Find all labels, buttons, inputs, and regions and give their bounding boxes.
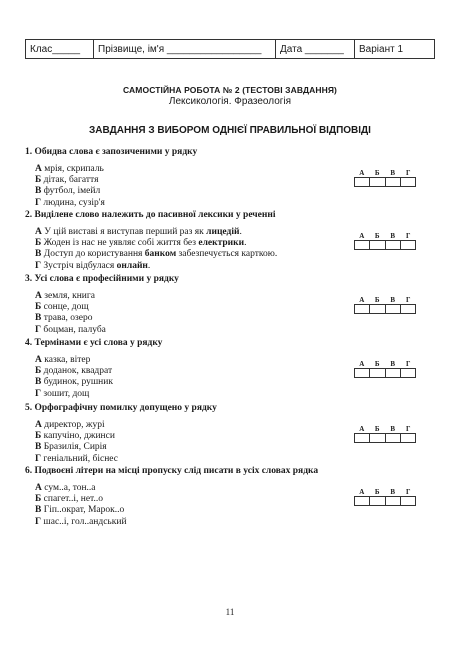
answer-grid: [354, 425, 416, 443]
option-letter: А: [35, 355, 42, 365]
question: [25, 403, 440, 465]
option-letter: В: [35, 186, 42, 197]
answer-option: [35, 454, 440, 465]
answer-box[interactable]: [355, 497, 370, 505]
question-title: [25, 274, 440, 284]
answer-box[interactable]: [401, 305, 415, 313]
answer-letter: А: [359, 360, 365, 368]
option-text: Жоден із нас не уявляє собі життя без: [41, 238, 199, 249]
option-text: боцман, палуба: [41, 324, 106, 335]
answer-letter: Г: [406, 169, 411, 177]
question: [25, 147, 440, 209]
question-number: 3.: [25, 274, 33, 284]
answer-grid-boxes: [354, 368, 416, 378]
answer-option: [35, 505, 440, 516]
section-title: ЗАВДАННЯ З ВИБОРОМ ОДНІЄЇ ПРАВИЛЬНОЇ ВІДПОВІДІ: [89, 125, 371, 136]
answer-letter: Б: [374, 488, 380, 496]
answer-letter: Б: [374, 360, 380, 368]
answer-box[interactable]: [386, 241, 401, 249]
option-letter: А: [35, 420, 42, 430]
answer-letter: В: [390, 232, 396, 240]
question-number: 1.: [25, 147, 33, 157]
answer-box[interactable]: [401, 497, 415, 505]
question: [25, 210, 440, 272]
answer-letter: Б: [374, 169, 380, 177]
question-number: 2.: [25, 210, 33, 220]
variant-label: Варіант 1: [359, 43, 404, 55]
question: [25, 466, 440, 528]
answer-option: [35, 249, 440, 260]
option-letter: Б: [35, 175, 42, 186]
option-highlighted-word: електрики: [198, 238, 245, 249]
answer-option: [35, 442, 440, 453]
question-title: [25, 338, 440, 348]
option-text: трава, озеро: [41, 313, 93, 324]
option-letter: В: [35, 313, 42, 324]
option-letter: Г: [35, 324, 42, 335]
class-field[interactable]: Клас_____: [26, 40, 94, 58]
option-text-end: .: [244, 238, 247, 249]
answer-letter: А: [359, 169, 365, 177]
answer-box[interactable]: [401, 241, 415, 249]
answer-grid-letters: [354, 169, 416, 177]
option-text: футбол, імейл: [41, 186, 101, 197]
option-text: Бразилія, Сирія: [41, 442, 107, 453]
answer-grid: [354, 169, 416, 187]
answer-grid-letters: [354, 488, 416, 496]
work-subtitle: Лексикологія. Фразеологія: [168, 96, 292, 107]
option-text: зошит, дощ: [41, 388, 90, 399]
option-highlighted-word: лицедій: [206, 227, 240, 237]
option-text: геніальний, біснес: [41, 453, 118, 464]
answer-box[interactable]: [355, 305, 370, 313]
answer-grid-boxes: [354, 433, 416, 443]
answer-grid-letters: [354, 425, 416, 433]
answer-letter: В: [390, 296, 396, 304]
answer-box[interactable]: [370, 241, 385, 249]
answer-option: [35, 186, 440, 197]
answer-box[interactable]: [355, 178, 370, 186]
option-text: людина, сузір'я: [41, 197, 105, 208]
question-text: Обидва слова є запозиченими у рядку: [34, 147, 198, 157]
question-text: Подвоєні літери на місці пропуску слід писати в усіх словах рядка: [34, 466, 319, 476]
option-text: Зустріч відбулася: [41, 260, 117, 271]
option-letter: А: [35, 483, 42, 493]
answer-letter: Г: [406, 425, 411, 433]
answer-letter: В: [390, 169, 396, 177]
option-text-end: .: [239, 227, 242, 237]
option-text: казка, вітер: [41, 355, 91, 365]
answer-letter: А: [359, 488, 365, 496]
answer-option: [35, 517, 440, 528]
answer-box[interactable]: [370, 434, 385, 442]
answer-grid-boxes: [354, 304, 416, 314]
answer-option: [35, 198, 440, 209]
question-title: [25, 210, 440, 220]
answer-grid: [354, 488, 416, 506]
answer-box[interactable]: [370, 178, 385, 186]
name-field[interactable]: Прізвище, ім'я _________________: [94, 40, 276, 58]
option-letter: Г: [35, 453, 42, 464]
answer-grid-letters: [354, 232, 416, 240]
option-text: сум..а, тон..а: [41, 483, 96, 493]
answer-letter: В: [390, 488, 396, 496]
option-text: доданок, квадрат: [41, 366, 113, 377]
question-text: Термінами є усі слова у рядку: [34, 338, 163, 348]
answer-box[interactable]: [386, 178, 401, 186]
answer-box[interactable]: [386, 305, 401, 313]
answer-grid: [354, 360, 416, 378]
answer-grid-boxes: [354, 177, 416, 187]
option-text: мрія, скрипаль: [41, 164, 104, 174]
option-letter: А: [35, 291, 42, 301]
student-info-table: [25, 39, 435, 59]
answer-letter: А: [359, 232, 365, 240]
answer-letter: Г: [406, 232, 411, 240]
option-text: сонце, дощ: [41, 302, 89, 313]
option-letter: Г: [35, 516, 42, 527]
answer-box[interactable]: [386, 497, 401, 505]
option-letter: Г: [35, 260, 42, 271]
option-letter: Г: [35, 197, 42, 208]
option-letter: Б: [35, 302, 42, 313]
answer-letter: Б: [374, 232, 380, 240]
answer-letter: А: [359, 296, 365, 304]
option-letter: Б: [35, 238, 42, 249]
option-letter: А: [35, 227, 42, 237]
answer-letter: Г: [406, 488, 411, 496]
question-title: [25, 403, 440, 413]
answer-letter: Г: [406, 360, 411, 368]
option-letter: Г: [35, 388, 42, 399]
question-number: 6.: [25, 466, 33, 476]
answer-box[interactable]: [355, 241, 370, 249]
option-text-end: забезпечується карткою.: [176, 249, 278, 260]
option-highlighted-word: онлайн: [116, 260, 148, 271]
option-text-end: .: [147, 260, 151, 271]
answer-box[interactable]: [370, 497, 385, 505]
answer-box[interactable]: [386, 434, 401, 442]
answer-box[interactable]: [355, 434, 370, 442]
answer-box[interactable]: [401, 369, 415, 377]
option-text: директор, журі: [41, 420, 105, 430]
answer-grid-boxes: [354, 496, 416, 506]
option-letter: В: [35, 442, 42, 453]
option-text: Доступ до користування: [41, 249, 145, 260]
answer-box[interactable]: [370, 369, 385, 377]
answer-option: [35, 313, 440, 324]
question-text: Усі слова є професійними у рядку: [34, 274, 179, 284]
answer-letter: А: [359, 425, 365, 433]
answer-grid: [354, 296, 416, 314]
option-letter: В: [35, 249, 42, 260]
answer-grid-letters: [354, 296, 416, 304]
work-title: САМОСТІЙНА РОБОТА № 2 (ТЕСТОВІ ЗАВДАННЯ): [123, 85, 337, 95]
answer-letter: В: [390, 360, 396, 368]
page-number: 11: [225, 607, 235, 617]
option-text: дітак, багаття: [41, 175, 99, 186]
answer-box[interactable]: [401, 434, 415, 442]
answer-box[interactable]: [370, 305, 385, 313]
question-title: [25, 466, 440, 476]
option-text: шас..і, гол..андський: [41, 516, 127, 527]
option-letter: А: [35, 164, 42, 174]
answer-box[interactable]: [355, 369, 370, 377]
option-letter: В: [35, 377, 42, 388]
option-text: спагет..і, нет..о: [41, 494, 103, 505]
question-number: 5.: [25, 403, 33, 413]
answer-box[interactable]: [401, 178, 415, 186]
answer-option: [35, 261, 440, 272]
option-letter: Б: [35, 494, 42, 505]
answer-option: [35, 325, 440, 336]
question-number: 4.: [25, 338, 33, 348]
answer-letter: Б: [374, 296, 380, 304]
option-highlighted-word: банком: [144, 249, 177, 260]
option-text: земля, книга: [41, 291, 95, 301]
answer-box[interactable]: [386, 369, 401, 377]
answer-letter: Б: [374, 425, 380, 433]
answer-grid-boxes: [354, 240, 416, 250]
option-letter: В: [35, 505, 42, 516]
date-field[interactable]: Дата _______: [276, 40, 355, 58]
option-letter: Б: [35, 431, 42, 442]
question: [25, 274, 440, 336]
answer-option: [35, 377, 440, 388]
answer-grid-letters: [354, 360, 416, 368]
option-text: Гіп..ократ, Марок..о: [41, 505, 125, 516]
answer-option: [35, 389, 440, 400]
option-text: капучіно, джинси: [41, 431, 115, 442]
option-text: будинок, рушник: [41, 377, 113, 388]
option-text: У цій виставі я виступав перший раз як: [41, 227, 207, 237]
question-text: Виділене слово належить до пасивної лексики у реченні: [34, 210, 276, 220]
question: [25, 338, 440, 400]
question-text: Орфографічну помилку допущено у рядку: [34, 403, 217, 413]
question-title: [25, 147, 440, 157]
option-letter: Б: [35, 366, 42, 377]
answer-grid: [354, 232, 416, 250]
answer-letter: В: [390, 425, 396, 433]
answer-letter: Г: [406, 296, 411, 304]
